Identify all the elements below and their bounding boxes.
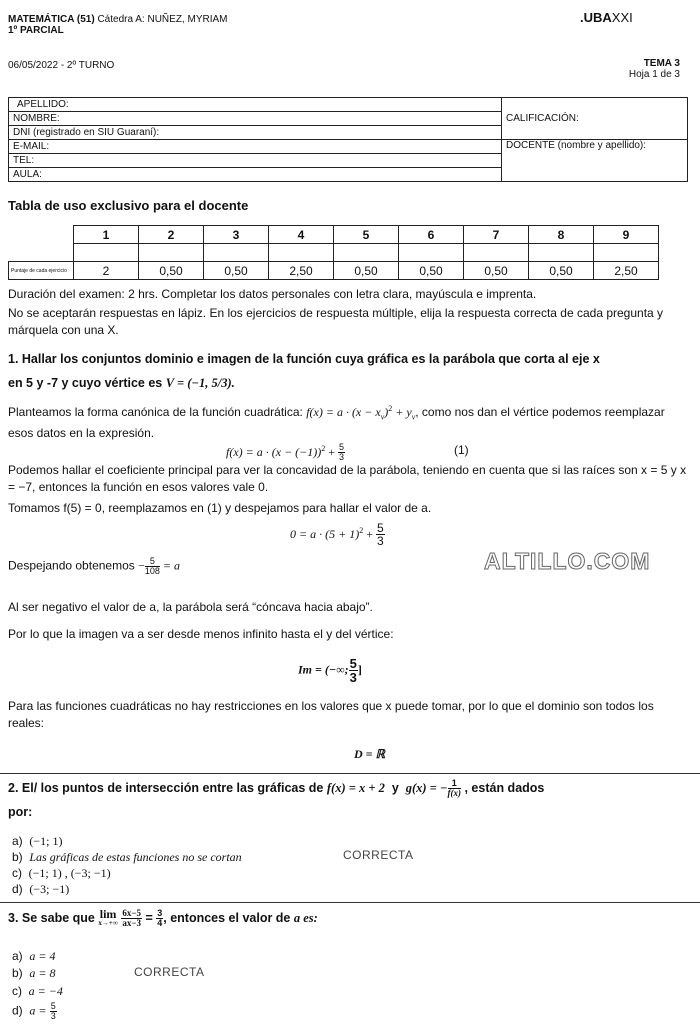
grade-col-3: 3 [204, 226, 269, 244]
grade-score-5: 0,50 [334, 262, 399, 280]
q3-correct-label: CORRECTA [134, 965, 205, 979]
grade-blank-5[interactable] [334, 244, 399, 262]
divider-q3 [0, 902, 700, 903]
q2-title: 2. El/ los puntos de intersección entre las gráficas de f(x) = x + 2 y g(x) = − $\frac{1}{f(x)}$ , están dados [8, 778, 545, 798]
q1-paragraph-6: Por lo que la imagen va a ser desde menos infinito hasta el y del vértice: [8, 627, 394, 641]
grade-score-9: 2,50 [594, 262, 659, 280]
grades-table [8, 225, 659, 280]
q1-vertex: V = (−1, 5/3). [165, 376, 235, 390]
grade-score-7: 0,50 [464, 262, 529, 280]
dni-field: DNI (registrado en SIU Guaraní): [9, 126, 502, 140]
q2-option-c[interactable]: c) (−1; 1) , (−3; −1) [12, 866, 111, 880]
page-count: Hoja 1 de 3 [628, 69, 680, 80]
q1-equation-1-number: (1) [454, 443, 469, 457]
q1-paragraph-3: Tomamos f(5) = 0, reemplazamos en (1) y despejamos para hallar el valor de a. [8, 501, 432, 515]
nombre-field: NOMBRE: [9, 112, 502, 126]
grades-title: Tabla de uso exclusivo para el docente [8, 198, 249, 213]
q1-paragraph-2: Podemos hallar el coeficiente principal para ver la concavidad de la parábola, teniendo en cuenta que si las raíces son x = 5 y x = −7, entonces la función en esos valores vale 0. [8, 463, 687, 494]
q3-option-c[interactable]: c) a = −4 [12, 984, 63, 998]
q3-title: 3. Se sabe que lim x→+∞ $\frac{6x-5}{ax-3}$ = $\frac{3}{4}$ , entonces el valor de a es: [8, 906, 318, 928]
q1-domain-result: D = ℝ [354, 747, 386, 761]
personal-data-table [8, 97, 688, 182]
q1-equation-2: $0 = a \cdot (5 + 1)^2$ + $\frac{5}{3}$ [290, 521, 384, 549]
grade-blank-2[interactable] [139, 244, 204, 262]
grade-col-9: 9 [594, 226, 659, 244]
docente-field: DOCENTE (nombre y apellido): [502, 140, 688, 182]
q1-title-line1: 1. Hallar los conjuntos dominio e imagen de la función cuya gráfica es la parábola que corta al eje x [8, 352, 600, 366]
tel-field: TEL: [9, 154, 502, 168]
score-row-label: Puntaje de cada ejercicio [9, 262, 74, 280]
subject: MATEMÁTICA (51) [8, 14, 95, 25]
grades-corner [9, 226, 74, 244]
grade-blank-4[interactable] [269, 244, 334, 262]
q1-title-line2: en 5 y -7 y cuyo vértice es V = (−1, 5/3). [8, 376, 235, 390]
q1-image-result: Im = (−∞; $\frac{5}{3}$ ] [298, 656, 362, 685]
catedra: Cátedra A: NUÑEZ, MYRIAM [97, 14, 228, 25]
grade-blank-6[interactable] [399, 244, 464, 262]
grade-blank-3[interactable] [204, 244, 269, 262]
q3-option-b[interactable]: b) a = 8 [12, 966, 56, 980]
grade-col-7: 7 [464, 226, 529, 244]
grade-col-2: 2 [139, 226, 204, 244]
tema-block [629, 58, 680, 80]
q2-option-b[interactable]: b) Las gráficas de estas funciones no se cortan [12, 850, 242, 864]
q2-correct-label: CORRECTA [343, 848, 414, 862]
calificacion-field: CALIFICACIÓN: [502, 98, 688, 140]
exam-header [8, 14, 227, 36]
grade-col-1: 1 [74, 226, 139, 244]
grade-blank-1[interactable] [74, 244, 139, 262]
q1-equation-1: $f(x) = a \cdot (x - (-1))^2$ + $\frac{5}{3}$ [226, 442, 345, 463]
uba-logo: .UBAXXI [580, 10, 633, 25]
exam-name: 1º PARCIAL [8, 25, 64, 36]
q3-option-d[interactable]: d) a = $\frac{5}{3}$ [12, 1001, 56, 1021]
divider-q2 [0, 773, 700, 774]
pencil-note: No se aceptarán respuestas en lápiz. En los ejercicios de respuesta múltiple, elija la respuesta correcta de cada pregunta y márquela con una X. [8, 306, 664, 337]
grade-score-2: 0,50 [139, 262, 204, 280]
email-field: E-MAIL: [9, 140, 502, 154]
grade-col-5: 5 [334, 226, 399, 244]
duration-note: Duración del examen: 2 hrs. Completar los datos personales con letra clara, mayúscula e imprenta. [8, 287, 537, 301]
q1-paragraph-1: Planteamos la forma canónica de la función cuadrática: $f(x) = a \cdot (x - x_v)^2 + y_v$, como nos dan el vértice podemos reemplazar esos datos en la expresión. [8, 404, 665, 441]
apellido-field: APELLIDO: [9, 98, 502, 112]
grade-col-6: 6 [399, 226, 464, 244]
exam-date: 06/05/2022 - 2º TURNO [8, 60, 115, 71]
grade-blank-9[interactable] [594, 244, 659, 262]
q1-paragraph-4: Despejando obtenemos − $\frac{5}{108}$ = a [8, 556, 181, 576]
grade-blank-8[interactable] [529, 244, 594, 262]
q1-paragraph-5: Al ser negativo el valor de a, la parábola será “cóncava hacia abajo”. [8, 600, 373, 614]
grade-col-8: 8 [529, 226, 594, 244]
q1-paragraph-7: Para las funciones cuadráticas no hay restricciones en los valores que x puede tomar, por lo que el dominio son todos los reales: [8, 699, 654, 730]
grade-score-1: 2 [74, 262, 139, 280]
grade-score-8: 0,50 [529, 262, 594, 280]
altillo-watermark: ALTILLO.COM [484, 548, 651, 574]
tema-label: TEMA 3 [643, 58, 680, 69]
grade-score-3: 0,50 [204, 262, 269, 280]
grade-blank-7[interactable] [464, 244, 529, 262]
q2-option-a[interactable]: a) (−1; 1) [12, 834, 63, 848]
q2-option-d[interactable]: d) (−3; −1) [12, 882, 70, 896]
grade-score-6: 0,50 [399, 262, 464, 280]
grade-col-4: 4 [269, 226, 334, 244]
aula-field: AULA: [9, 168, 502, 182]
q2-title-por: por: [8, 805, 33, 819]
q3-option-a[interactable]: a) a = 4 [12, 949, 56, 963]
grade-score-4: 2,50 [269, 262, 334, 280]
